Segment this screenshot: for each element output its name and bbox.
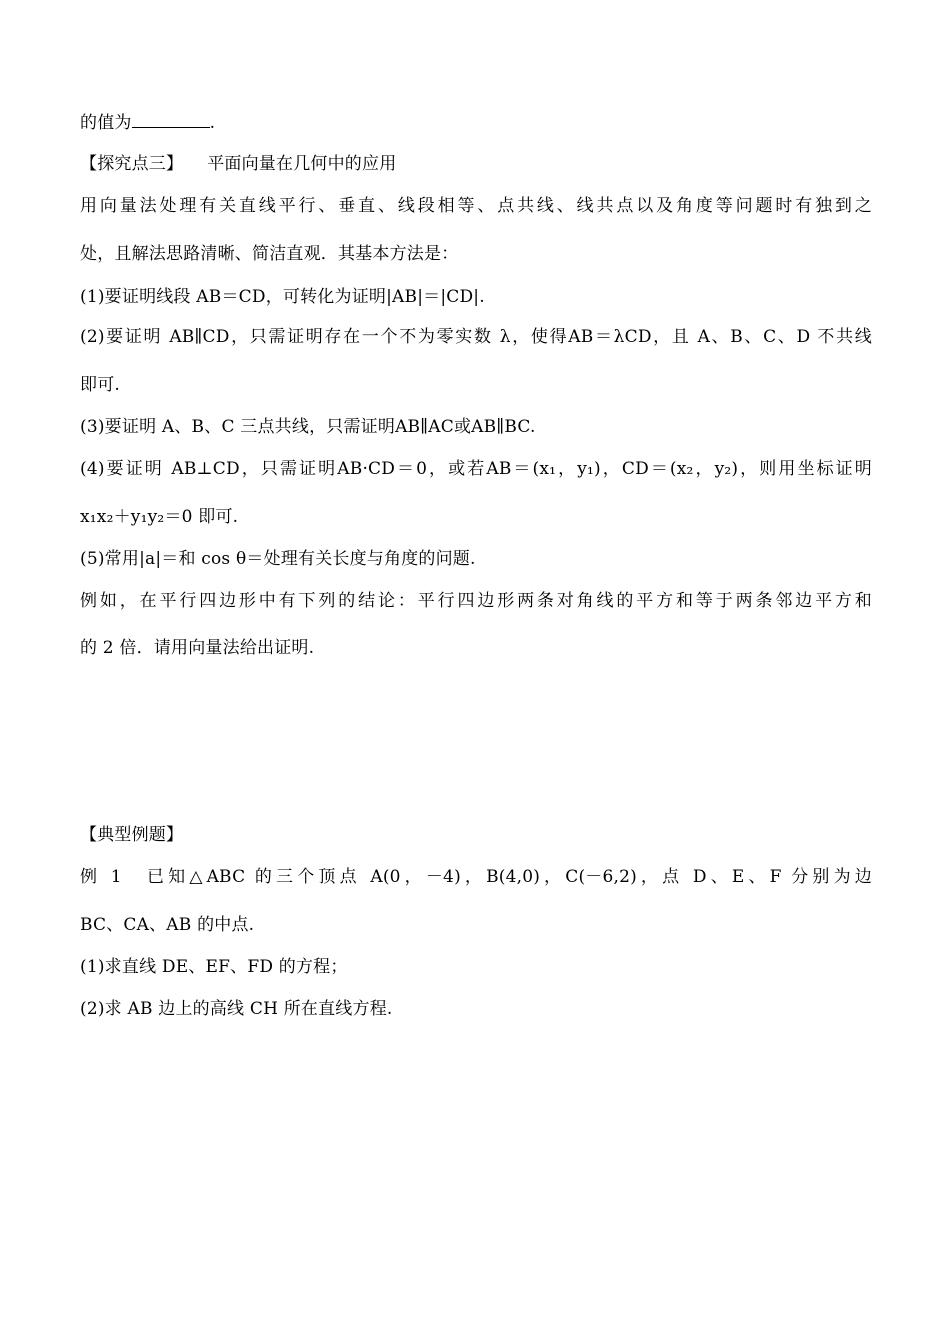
intro-line-2: 处，且解法思路清晰、简洁直观．其基本方法是：: [80, 244, 459, 264]
example-1-question-2: (2)求 AB 边上的高线 CH 所在直线方程.: [80, 999, 393, 1019]
method-item-5: (5)常用|a|＝和 cos θ＝处理有关长度与角度的问题.: [80, 549, 476, 569]
prev-question-text: 的值为: [80, 113, 132, 133]
example-1-line-1: 例 1 已知△ABC 的三个顶点 A(0，－4)，B(4,0)，C(－6,2)，点 D、E、F 分别为边: [80, 867, 872, 887]
example-1-line-2: BC、CA、AB 的中点.: [80, 915, 255, 935]
example-1-question-1: (1)求直线 DE、EF、FD 的方程；: [80, 957, 348, 977]
prev-question-period: .: [209, 113, 216, 133]
method-item-4-line-2: x₁x₂＋y₁y₂＝0 即可.: [80, 507, 239, 527]
answer-blank[interactable]: [132, 110, 210, 128]
section-title: 【探究点三】: [80, 154, 184, 174]
method-item-1: (1)要证明线段 AB＝CD，可转化为证明|AB|＝|CD|.: [80, 287, 485, 307]
example-intro-line-2: 的 2 倍．请用向量法给出证明.: [80, 638, 315, 658]
section-subtitle: 平面向量在几何中的应用: [207, 154, 397, 174]
typical-examples-heading: 【典型例题】: [80, 825, 184, 845]
method-item-2-line-1: (2)要证明 AB∥CD，只需证明存在一个不为零实数 λ，使得AB＝λCD，且 A、B、C、D 不共线: [80, 327, 872, 347]
method-item-3: (3)要证明 A、B、C 三点共线，只需证明AB∥AC或AB∥BC.: [80, 417, 536, 437]
example-intro-line-1: 例如，在平行四边形中有下列的结论：平行四边形两条对角线的平方和等于两条邻边平方和: [80, 591, 872, 611]
prev-question-tail: [80, 110, 872, 135]
intro-line-1: 用向量法处理有关直线平行、垂直、线段相等、点共线、线共点以及角度等问题时有独到之: [80, 196, 872, 216]
method-item-4-line-1: (4)要证明 AB⊥CD，只需证明AB·CD＝0，或若AB＝(x₁，y₁)，CD＝(x₂，y₂)，则用坐标证明: [80, 459, 872, 479]
method-item-2-line-2: 即可.: [80, 375, 121, 395]
section-heading: [80, 152, 872, 176]
